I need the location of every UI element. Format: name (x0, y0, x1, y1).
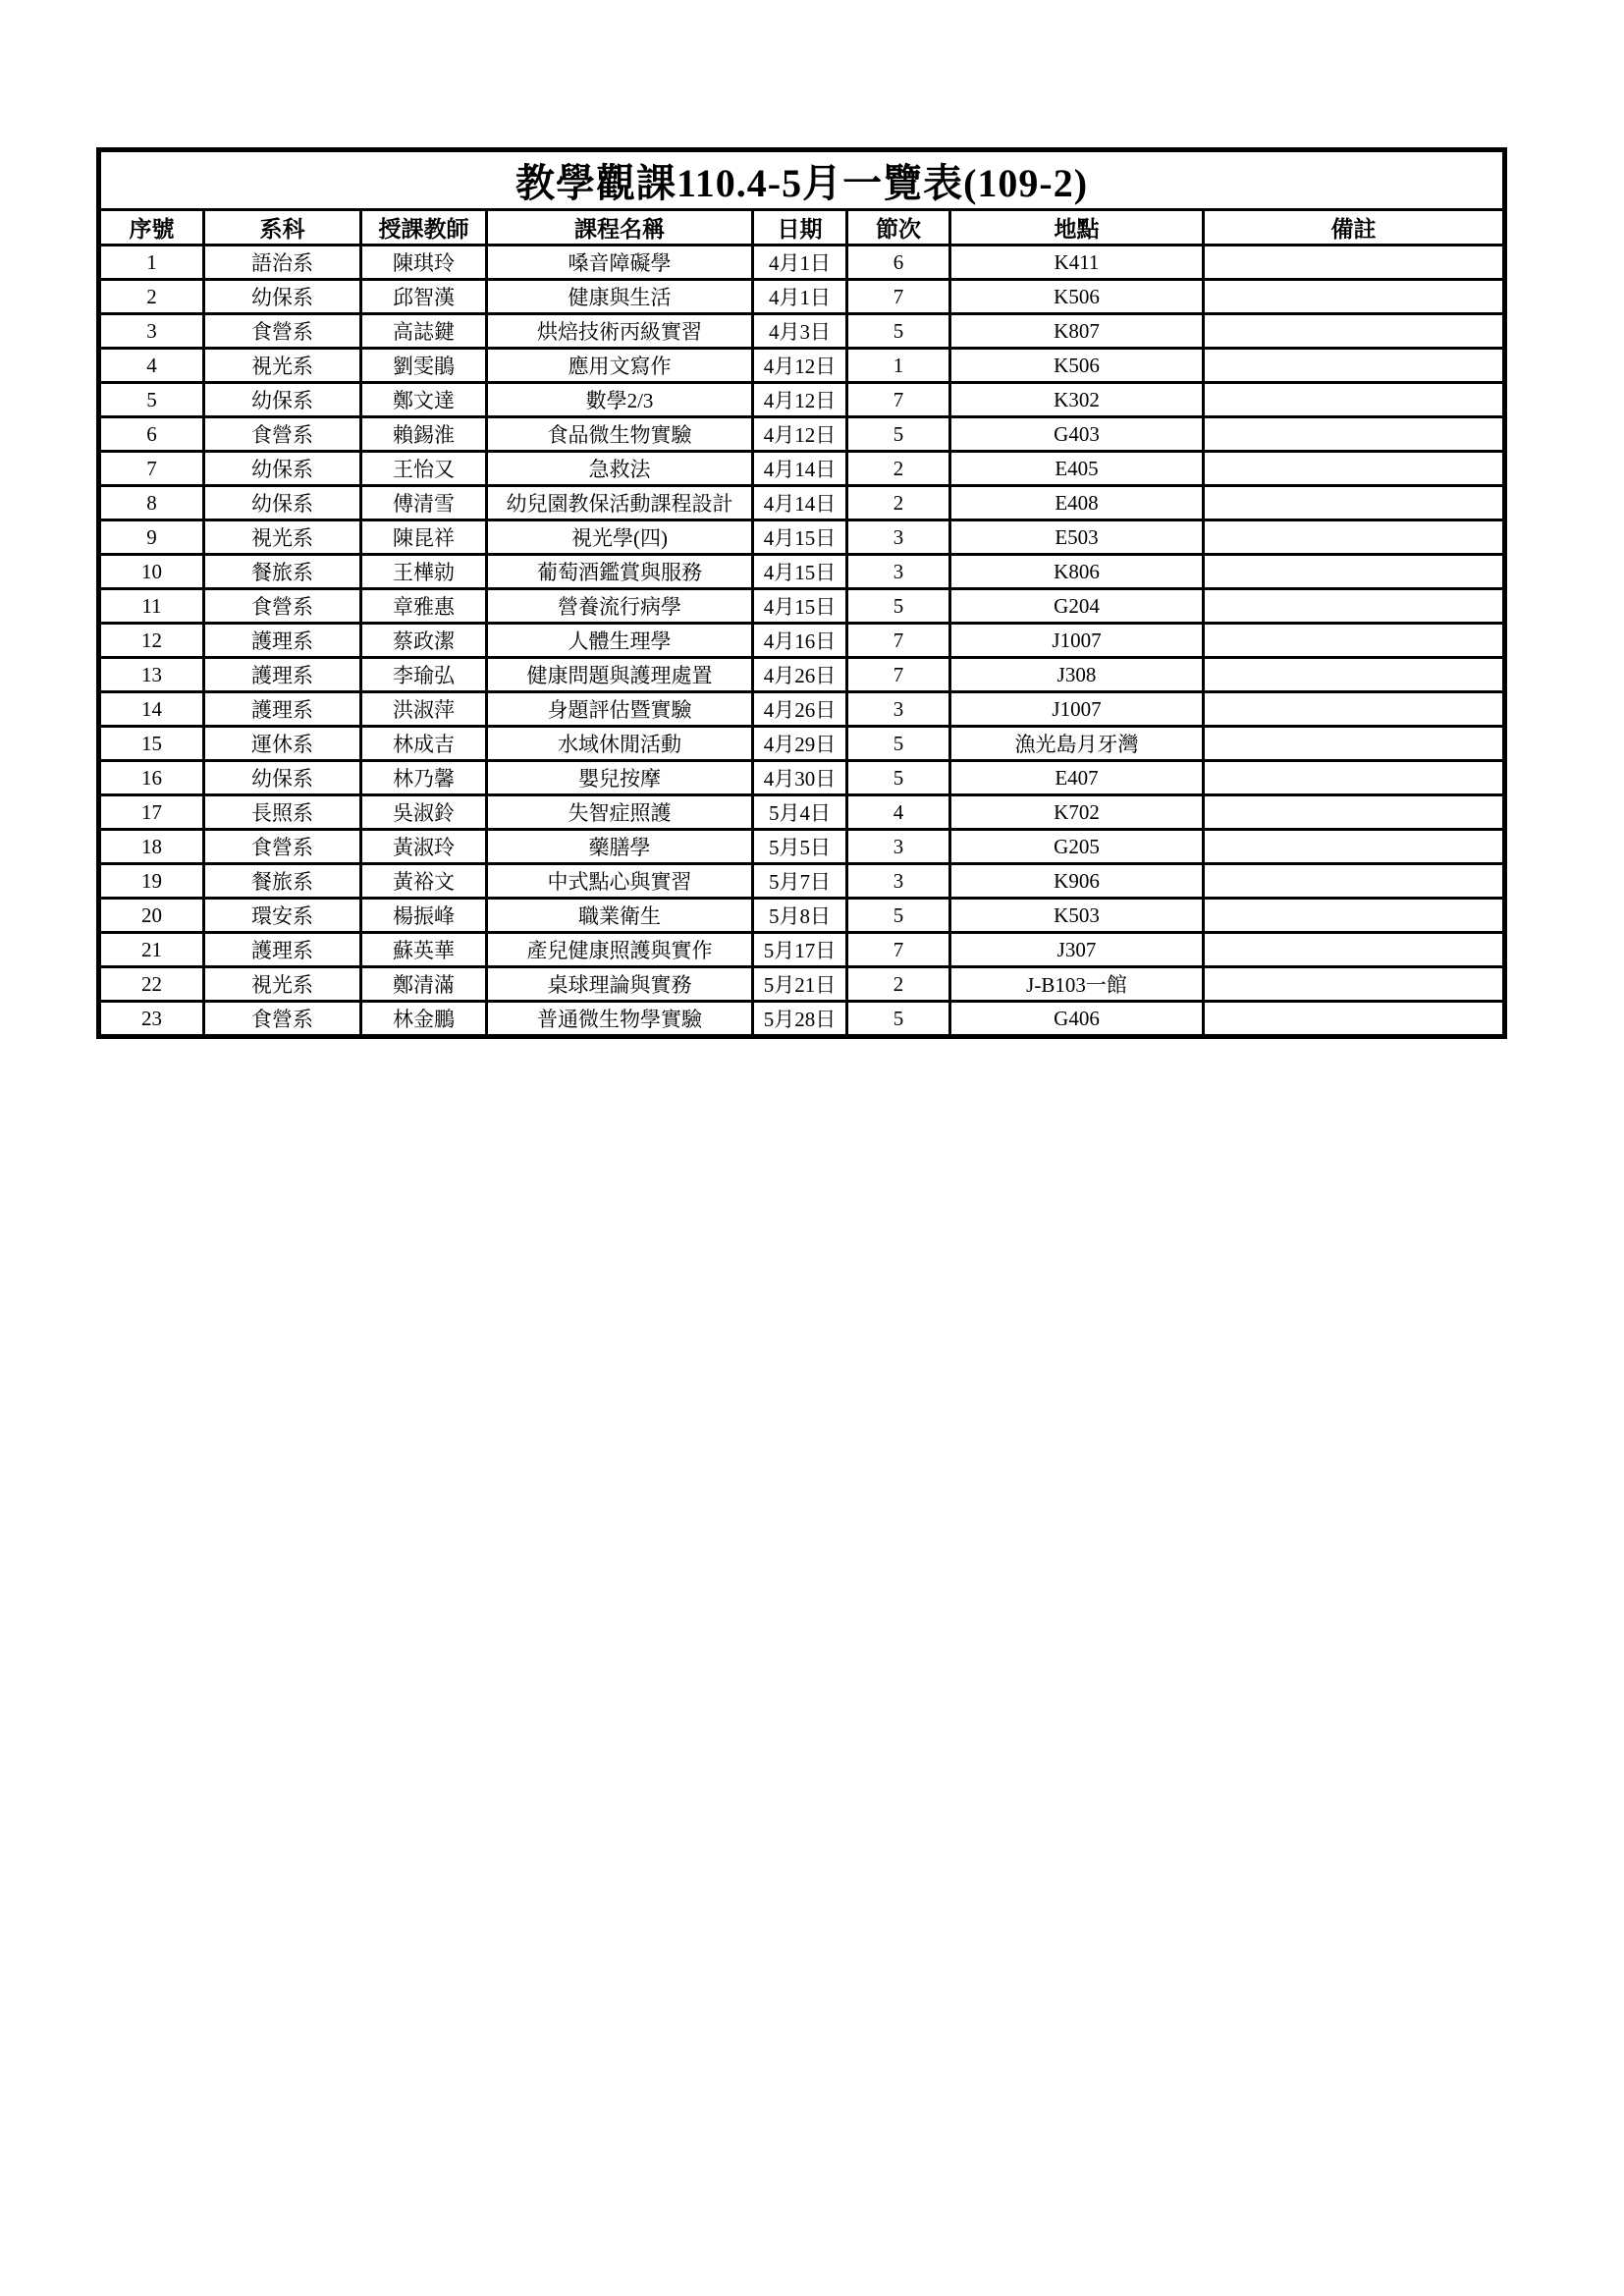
cell-note (1204, 383, 1505, 417)
cell-date: 5月7日 (753, 864, 847, 899)
cell-location: G204 (950, 589, 1204, 624)
cell-period: 7 (847, 383, 950, 417)
cell-location: E503 (950, 520, 1204, 555)
table-row (99, 555, 1505, 589)
cell-course: 健康問題與護理處置 (487, 658, 753, 692)
cell-course: 產兒健康照護與實作 (487, 933, 753, 967)
cell-note (1204, 624, 1505, 658)
cell-no: 21 (99, 933, 204, 967)
cell-course: 失智症照護 (487, 795, 753, 830)
cell-teacher: 陳琪玲 (361, 246, 487, 280)
cell-dept: 視光系 (204, 349, 361, 383)
cell-course: 普通微生物學實驗 (487, 1002, 753, 1037)
cell-teacher: 鄭文達 (361, 383, 487, 417)
cell-course: 身題評估暨實驗 (487, 692, 753, 727)
cell-teacher: 林成吉 (361, 727, 487, 761)
cell-note (1204, 1002, 1505, 1037)
cell-course: 職業衛生 (487, 899, 753, 933)
cell-teacher: 王樺勍 (361, 555, 487, 589)
cell-date: 5月5日 (753, 830, 847, 864)
cell-no: 18 (99, 830, 204, 864)
cell-date: 5月4日 (753, 795, 847, 830)
cell-location: K702 (950, 795, 1204, 830)
cell-teacher: 邱智漢 (361, 280, 487, 314)
observation-table (96, 147, 1507, 1039)
cell-teacher: 楊振峰 (361, 899, 487, 933)
column-header-location: 地點 (950, 210, 1204, 246)
cell-note (1204, 417, 1505, 452)
cell-dept: 食營系 (204, 589, 361, 624)
cell-teacher: 陳昆祥 (361, 520, 487, 555)
cell-period: 7 (847, 933, 950, 967)
cell-date: 5月21日 (753, 967, 847, 1002)
cell-period: 5 (847, 314, 950, 349)
cell-date: 4月12日 (753, 417, 847, 452)
cell-date: 4月15日 (753, 520, 847, 555)
cell-course: 藥膳學 (487, 830, 753, 864)
table-row (99, 899, 1505, 933)
cell-note (1204, 795, 1505, 830)
cell-teacher: 傅清雪 (361, 486, 487, 520)
title-row (99, 150, 1505, 210)
cell-location: K807 (950, 314, 1204, 349)
cell-course: 數學2/3 (487, 383, 753, 417)
column-header-teacher: 授課教師 (361, 210, 487, 246)
table-row (99, 761, 1505, 795)
cell-no: 13 (99, 658, 204, 692)
cell-period: 2 (847, 967, 950, 1002)
cell-period: 3 (847, 830, 950, 864)
cell-date: 4月1日 (753, 280, 847, 314)
cell-period: 4 (847, 795, 950, 830)
cell-location: 漁光島月牙灣 (950, 727, 1204, 761)
cell-note (1204, 658, 1505, 692)
cell-period: 5 (847, 1002, 950, 1037)
table-row (99, 383, 1505, 417)
cell-dept: 視光系 (204, 967, 361, 1002)
cell-teacher: 林金鵬 (361, 1002, 487, 1037)
cell-note (1204, 280, 1505, 314)
column-header-course: 課程名稱 (487, 210, 753, 246)
cell-course: 葡萄酒鑑賞與服務 (487, 555, 753, 589)
cell-note (1204, 761, 1505, 795)
cell-period: 5 (847, 589, 950, 624)
cell-period: 2 (847, 486, 950, 520)
column-header-note: 備註 (1204, 210, 1505, 246)
cell-no: 19 (99, 864, 204, 899)
cell-date: 4月15日 (753, 589, 847, 624)
table-row (99, 1002, 1505, 1037)
cell-no: 9 (99, 520, 204, 555)
table-row (99, 314, 1505, 349)
table-title: 教學觀課110.4-5月一覽表(109-2) (99, 150, 1505, 210)
cell-period: 7 (847, 658, 950, 692)
cell-note (1204, 864, 1505, 899)
cell-note (1204, 486, 1505, 520)
cell-date: 5月28日 (753, 1002, 847, 1037)
cell-course: 食品微生物實驗 (487, 417, 753, 452)
table-row (99, 349, 1505, 383)
cell-teacher: 蔡政潔 (361, 624, 487, 658)
table-row (99, 692, 1505, 727)
cell-course: 人體生理學 (487, 624, 753, 658)
observation-table-sheet (96, 147, 1507, 1039)
table-row (99, 486, 1505, 520)
cell-date: 4月3日 (753, 314, 847, 349)
cell-no: 1 (99, 246, 204, 280)
cell-period: 3 (847, 692, 950, 727)
cell-teacher: 李瑜弘 (361, 658, 487, 692)
cell-note (1204, 692, 1505, 727)
cell-note (1204, 452, 1505, 486)
cell-location: K906 (950, 864, 1204, 899)
table-body (99, 246, 1505, 1037)
cell-dept: 幼保系 (204, 486, 361, 520)
cell-period: 7 (847, 624, 950, 658)
cell-teacher: 章雅惠 (361, 589, 487, 624)
cell-date: 4月14日 (753, 452, 847, 486)
table-row (99, 624, 1505, 658)
cell-date: 4月15日 (753, 555, 847, 589)
cell-period: 3 (847, 864, 950, 899)
cell-date: 4月30日 (753, 761, 847, 795)
cell-period: 5 (847, 727, 950, 761)
cell-location: G205 (950, 830, 1204, 864)
cell-dept: 護理系 (204, 658, 361, 692)
cell-teacher: 鄭清滿 (361, 967, 487, 1002)
column-header-period: 節次 (847, 210, 950, 246)
cell-date: 4月29日 (753, 727, 847, 761)
cell-course: 嬰兒按摩 (487, 761, 753, 795)
column-header-row (99, 210, 1505, 246)
cell-course: 嗓音障礙學 (487, 246, 753, 280)
cell-note (1204, 899, 1505, 933)
cell-date: 4月12日 (753, 349, 847, 383)
cell-dept: 幼保系 (204, 280, 361, 314)
cell-no: 17 (99, 795, 204, 830)
table-row (99, 520, 1505, 555)
cell-note (1204, 246, 1505, 280)
cell-period: 5 (847, 899, 950, 933)
cell-date: 4月12日 (753, 383, 847, 417)
cell-note (1204, 349, 1505, 383)
cell-location: K302 (950, 383, 1204, 417)
cell-course: 桌球理論與實務 (487, 967, 753, 1002)
cell-dept: 護理系 (204, 692, 361, 727)
cell-date: 4月1日 (753, 246, 847, 280)
cell-course: 營養流行病學 (487, 589, 753, 624)
cell-period: 1 (847, 349, 950, 383)
table-row (99, 452, 1505, 486)
cell-teacher: 洪淑萍 (361, 692, 487, 727)
cell-location: J-B103一館 (950, 967, 1204, 1002)
cell-note (1204, 555, 1505, 589)
cell-dept: 護理系 (204, 624, 361, 658)
cell-dept: 環安系 (204, 899, 361, 933)
cell-period: 3 (847, 555, 950, 589)
cell-no: 14 (99, 692, 204, 727)
table-row (99, 589, 1505, 624)
cell-note (1204, 967, 1505, 1002)
cell-dept: 食營系 (204, 830, 361, 864)
cell-period: 6 (847, 246, 950, 280)
cell-no: 8 (99, 486, 204, 520)
cell-no: 3 (99, 314, 204, 349)
cell-location: K506 (950, 280, 1204, 314)
cell-no: 10 (99, 555, 204, 589)
cell-note (1204, 314, 1505, 349)
cell-note (1204, 830, 1505, 864)
cell-dept: 食營系 (204, 314, 361, 349)
cell-dept: 長照系 (204, 795, 361, 830)
cell-no: 6 (99, 417, 204, 452)
cell-course: 急救法 (487, 452, 753, 486)
cell-date: 5月17日 (753, 933, 847, 967)
cell-location: E407 (950, 761, 1204, 795)
cell-period: 5 (847, 417, 950, 452)
cell-location: J308 (950, 658, 1204, 692)
cell-dept: 運休系 (204, 727, 361, 761)
cell-teacher: 林乃馨 (361, 761, 487, 795)
table-row (99, 417, 1505, 452)
cell-dept: 語治系 (204, 246, 361, 280)
cell-teacher: 賴錫淮 (361, 417, 487, 452)
cell-dept: 視光系 (204, 520, 361, 555)
cell-dept: 護理系 (204, 933, 361, 967)
cell-dept: 餐旅系 (204, 864, 361, 899)
cell-location: J1007 (950, 624, 1204, 658)
cell-location: E405 (950, 452, 1204, 486)
table-row (99, 246, 1505, 280)
cell-period: 7 (847, 280, 950, 314)
cell-course: 健康與生活 (487, 280, 753, 314)
table-row (99, 795, 1505, 830)
column-header-no: 序號 (99, 210, 204, 246)
cell-location: G406 (950, 1002, 1204, 1037)
cell-date: 4月14日 (753, 486, 847, 520)
cell-dept: 幼保系 (204, 761, 361, 795)
cell-teacher: 高誌鍵 (361, 314, 487, 349)
cell-location: K411 (950, 246, 1204, 280)
cell-course: 烘焙技術丙級實習 (487, 314, 753, 349)
cell-dept: 幼保系 (204, 383, 361, 417)
cell-location: K503 (950, 899, 1204, 933)
cell-period: 5 (847, 761, 950, 795)
cell-teacher: 王怡又 (361, 452, 487, 486)
cell-no: 23 (99, 1002, 204, 1037)
cell-period: 2 (847, 452, 950, 486)
cell-no: 11 (99, 589, 204, 624)
cell-date: 4月26日 (753, 692, 847, 727)
cell-no: 2 (99, 280, 204, 314)
cell-teacher: 蘇英華 (361, 933, 487, 967)
cell-no: 12 (99, 624, 204, 658)
cell-teacher: 吳淑鈴 (361, 795, 487, 830)
cell-dept: 幼保系 (204, 452, 361, 486)
cell-dept: 食營系 (204, 1002, 361, 1037)
cell-course: 水域休閒活動 (487, 727, 753, 761)
cell-dept: 餐旅系 (204, 555, 361, 589)
cell-location: K506 (950, 349, 1204, 383)
cell-no: 22 (99, 967, 204, 1002)
cell-note (1204, 727, 1505, 761)
cell-teacher: 黃裕文 (361, 864, 487, 899)
cell-date: 5月8日 (753, 899, 847, 933)
table-row (99, 727, 1505, 761)
cell-note (1204, 589, 1505, 624)
column-header-date: 日期 (753, 210, 847, 246)
table-row (99, 830, 1505, 864)
cell-dept: 食營系 (204, 417, 361, 452)
table-row (99, 967, 1505, 1002)
cell-location: J307 (950, 933, 1204, 967)
cell-date: 4月26日 (753, 658, 847, 692)
cell-period: 3 (847, 520, 950, 555)
cell-no: 5 (99, 383, 204, 417)
cell-course: 應用文寫作 (487, 349, 753, 383)
column-header-dept: 系科 (204, 210, 361, 246)
cell-no: 20 (99, 899, 204, 933)
cell-course: 幼兒園教保活動課程設計 (487, 486, 753, 520)
cell-no: 16 (99, 761, 204, 795)
cell-note (1204, 520, 1505, 555)
cell-note (1204, 933, 1505, 967)
table-row (99, 864, 1505, 899)
table-row (99, 280, 1505, 314)
cell-location: J1007 (950, 692, 1204, 727)
cell-location: G403 (950, 417, 1204, 452)
cell-date: 4月16日 (753, 624, 847, 658)
cell-location: K806 (950, 555, 1204, 589)
cell-teacher: 劉雯鵑 (361, 349, 487, 383)
cell-no: 7 (99, 452, 204, 486)
cell-no: 4 (99, 349, 204, 383)
cell-location: E408 (950, 486, 1204, 520)
cell-course: 中式點心與實習 (487, 864, 753, 899)
cell-teacher: 黃淑玲 (361, 830, 487, 864)
table-row (99, 933, 1505, 967)
cell-course: 視光學(四) (487, 520, 753, 555)
cell-no: 15 (99, 727, 204, 761)
table-row (99, 658, 1505, 692)
